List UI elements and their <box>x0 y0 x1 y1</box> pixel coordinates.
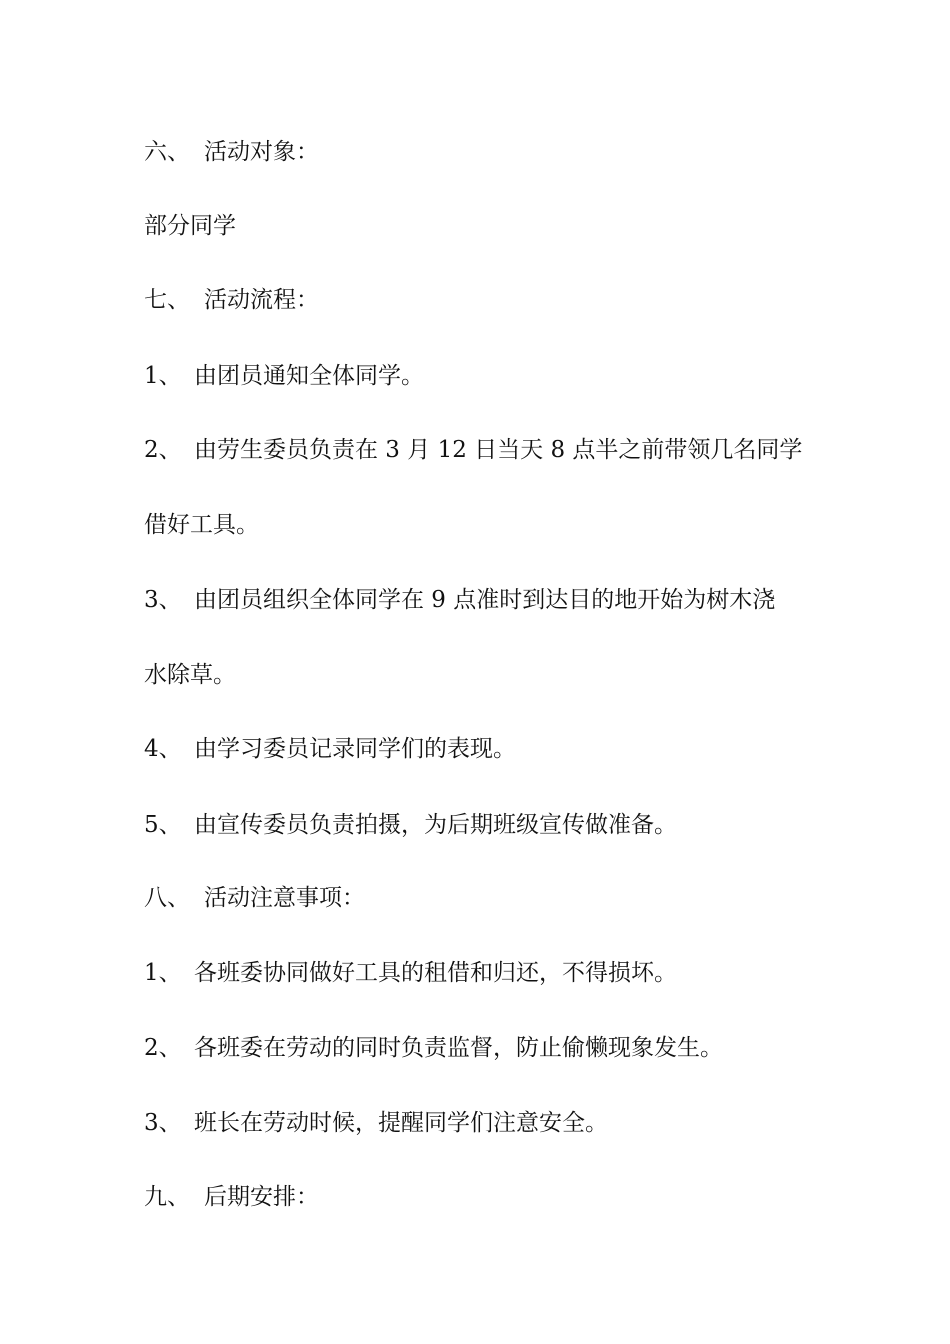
section-heading-seven <box>144 285 319 315</box>
item-number: 2、 <box>144 1035 182 1061</box>
item-number: 1、 <box>144 960 182 986</box>
item-text: 由宣传委员负责拍摄，为后期班级宣传做准备。 <box>194 812 677 838</box>
list-item <box>144 435 802 465</box>
list-item <box>144 585 775 615</box>
list-item <box>144 958 677 988</box>
item-number: 2、 <box>144 437 182 463</box>
item-text: 班长在劳动时候，提醒同学们注意安全。 <box>194 1110 608 1136</box>
item-text: 由劳生委员负责在 3 月 12 日当天 8 点半之前带领几名同学 <box>194 437 803 463</box>
section-number: 九、 <box>144 1184 190 1210</box>
section-title: 活动注意事项： <box>204 885 365 911</box>
item-text: 由学习委员记录同学们的表现。 <box>194 736 516 762</box>
list-item <box>144 361 424 391</box>
section-number: 七、 <box>144 287 190 313</box>
item-text: 各班委协同做好工具的租借和归还，不得损坏。 <box>194 960 677 986</box>
section-number: 六、 <box>144 139 190 165</box>
section-title: 活动对象： <box>204 139 319 165</box>
list-item-continuation: 水除草。 <box>144 662 236 688</box>
paragraph-text: 部分同学 <box>144 213 236 239</box>
section-title: 后期安排： <box>204 1184 319 1210</box>
item-text: 各班委在劳动的同时负责监督，防止偷懒现象发生。 <box>194 1035 723 1061</box>
list-item <box>144 734 516 764</box>
item-number: 5、 <box>144 812 182 838</box>
item-number: 4、 <box>144 736 182 762</box>
list-item-continuation: 借好工具。 <box>144 512 259 538</box>
item-number: 1、 <box>144 363 182 389</box>
item-text: 由团员组织全体同学在 9 点准时到达目的地开始为树木浇 <box>194 587 776 613</box>
list-item <box>144 1108 608 1138</box>
section-number: 八、 <box>144 885 190 911</box>
item-text: 由团员通知全体同学。 <box>194 363 424 389</box>
item-number: 3、 <box>144 1110 182 1136</box>
section-heading-six <box>144 137 319 167</box>
section-heading-eight <box>144 883 365 913</box>
list-item <box>144 1033 723 1063</box>
section-heading-nine <box>144 1182 319 1212</box>
item-number: 3、 <box>144 587 182 613</box>
section-title: 活动流程： <box>204 287 319 313</box>
list-item <box>144 810 677 840</box>
